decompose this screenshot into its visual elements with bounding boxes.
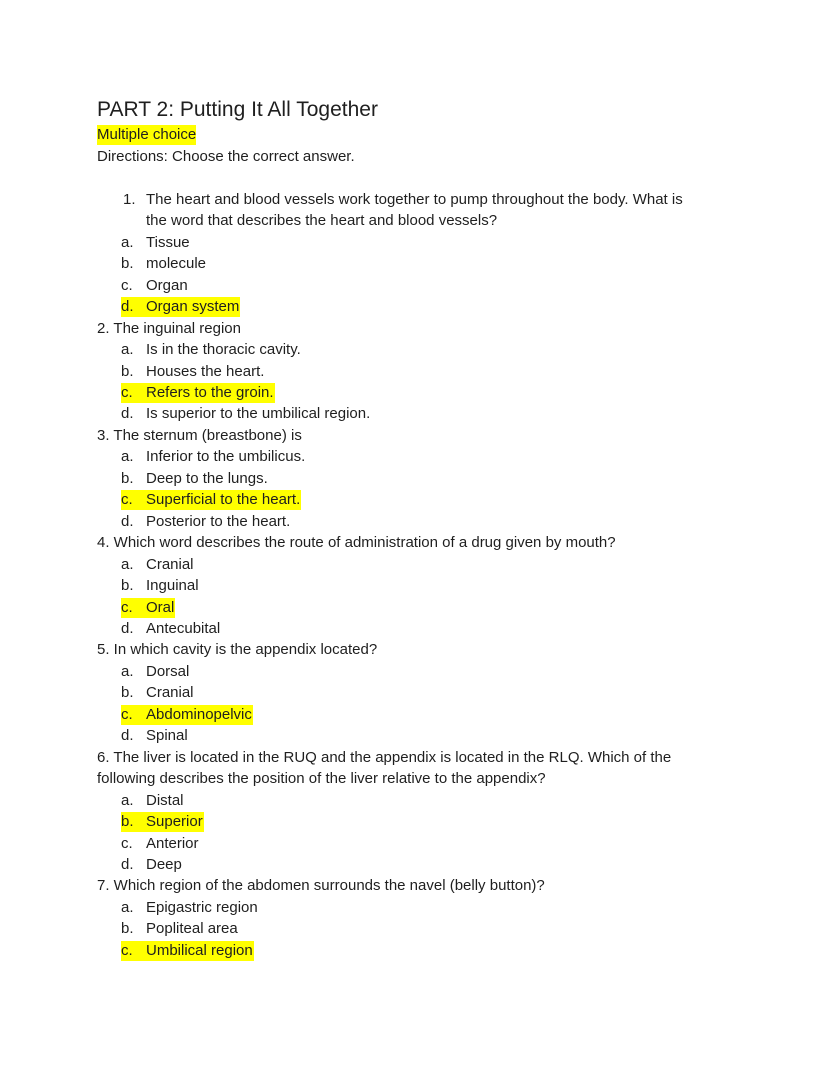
option-text: Refers to the groin. xyxy=(146,384,274,401)
option-text: Organ xyxy=(146,277,188,294)
answer-option-correct xyxy=(121,598,175,618)
option-letter: b. xyxy=(121,470,134,487)
option-text: Inferior to the umbilicus. xyxy=(146,448,306,465)
question-text: the word that describes the heart and blood vessels? xyxy=(146,212,498,229)
option-text: Deep to the lungs. xyxy=(146,470,268,487)
option-letter: b. xyxy=(121,813,134,830)
answer-option-correct xyxy=(121,490,301,510)
option-letter: b. xyxy=(121,920,134,937)
option-letter: a. xyxy=(121,663,134,680)
option-letter: b. xyxy=(121,255,134,272)
option-text: Oral xyxy=(146,599,175,616)
question-text: 6. The liver is located in the RUQ and the appendix is located in the RLQ. Which of the xyxy=(97,749,672,766)
option-text: Is superior to the umbilical region. xyxy=(146,405,371,422)
question-text: following describes the position of the liver relative to the appendix? xyxy=(97,770,546,787)
option-text: Popliteal area xyxy=(146,920,238,937)
option-letter: d. xyxy=(121,298,134,315)
option-letter: b. xyxy=(121,684,134,701)
option-text: Anterior xyxy=(146,835,199,852)
option-letter: a. xyxy=(121,899,134,916)
answer-option-correct xyxy=(121,705,253,725)
option-text: Spinal xyxy=(146,727,188,744)
section-label: Multiple choice xyxy=(97,126,197,143)
option-text: Inguinal xyxy=(146,577,199,594)
option-text: Is in the thoracic cavity. xyxy=(146,341,301,358)
question-text: The heart and blood vessels work together to pump throughout the body. What is xyxy=(146,191,683,208)
option-text: Cranial xyxy=(146,684,194,701)
option-letter: b. xyxy=(121,577,134,594)
page-title: PART 2: Putting It All Together xyxy=(97,98,378,121)
option-text: Superficial to the heart. xyxy=(146,491,301,508)
option-text: Antecubital xyxy=(146,620,221,637)
option-letter: c. xyxy=(121,599,133,616)
option-letter: c. xyxy=(121,277,133,294)
option-text: Distal xyxy=(146,792,184,809)
option-text: Houses the heart. xyxy=(146,363,265,380)
option-letter: d. xyxy=(121,856,134,873)
option-text: Tissue xyxy=(146,234,190,251)
question-text: 5. In which cavity is the appendix located? xyxy=(97,641,378,658)
question-text: 4. Which word describes the route of administration of a drug given by mouth? xyxy=(97,534,616,551)
option-text: Posterior to the heart. xyxy=(146,513,291,530)
option-letter: c. xyxy=(121,706,133,723)
option-letter: a. xyxy=(121,556,134,573)
question-text: 7. Which region of the abdomen surrounds the navel (belly button)? xyxy=(97,877,545,894)
option-text: Cranial xyxy=(146,556,194,573)
answer-option-correct xyxy=(121,941,254,961)
option-text: Organ system xyxy=(146,298,240,315)
option-text: Superior xyxy=(146,813,203,830)
option-letter: a. xyxy=(121,341,134,358)
option-letter: c. xyxy=(121,491,133,508)
option-letter: a. xyxy=(121,448,134,465)
answer-option-correct xyxy=(121,812,204,832)
option-letter: d. xyxy=(121,727,134,744)
option-letter: c. xyxy=(121,835,133,852)
answer-option-correct xyxy=(121,383,275,403)
option-text: Abdominopelvic xyxy=(146,706,252,723)
option-text: Umbilical region xyxy=(146,942,253,959)
option-letter: a. xyxy=(121,234,134,251)
question-number: 1. xyxy=(123,191,136,208)
directions-text: Directions: Choose the correct answer. xyxy=(97,148,355,165)
option-text: Dorsal xyxy=(146,663,190,680)
question-text: 2. The inguinal region xyxy=(97,320,241,337)
option-letter: d. xyxy=(121,620,134,637)
option-letter: b. xyxy=(121,363,134,380)
option-letter: d. xyxy=(121,405,134,422)
option-text: Epigastric region xyxy=(146,899,258,916)
option-letter: d. xyxy=(121,513,134,530)
option-text: molecule xyxy=(146,255,207,272)
option-text: Deep xyxy=(146,856,182,873)
option-letter: c. xyxy=(121,384,133,401)
option-letter: c. xyxy=(121,942,133,959)
question-text: 3. The sternum (breastbone) is xyxy=(97,427,302,444)
option-letter: a. xyxy=(121,792,134,809)
answer-option-correct xyxy=(121,297,240,317)
